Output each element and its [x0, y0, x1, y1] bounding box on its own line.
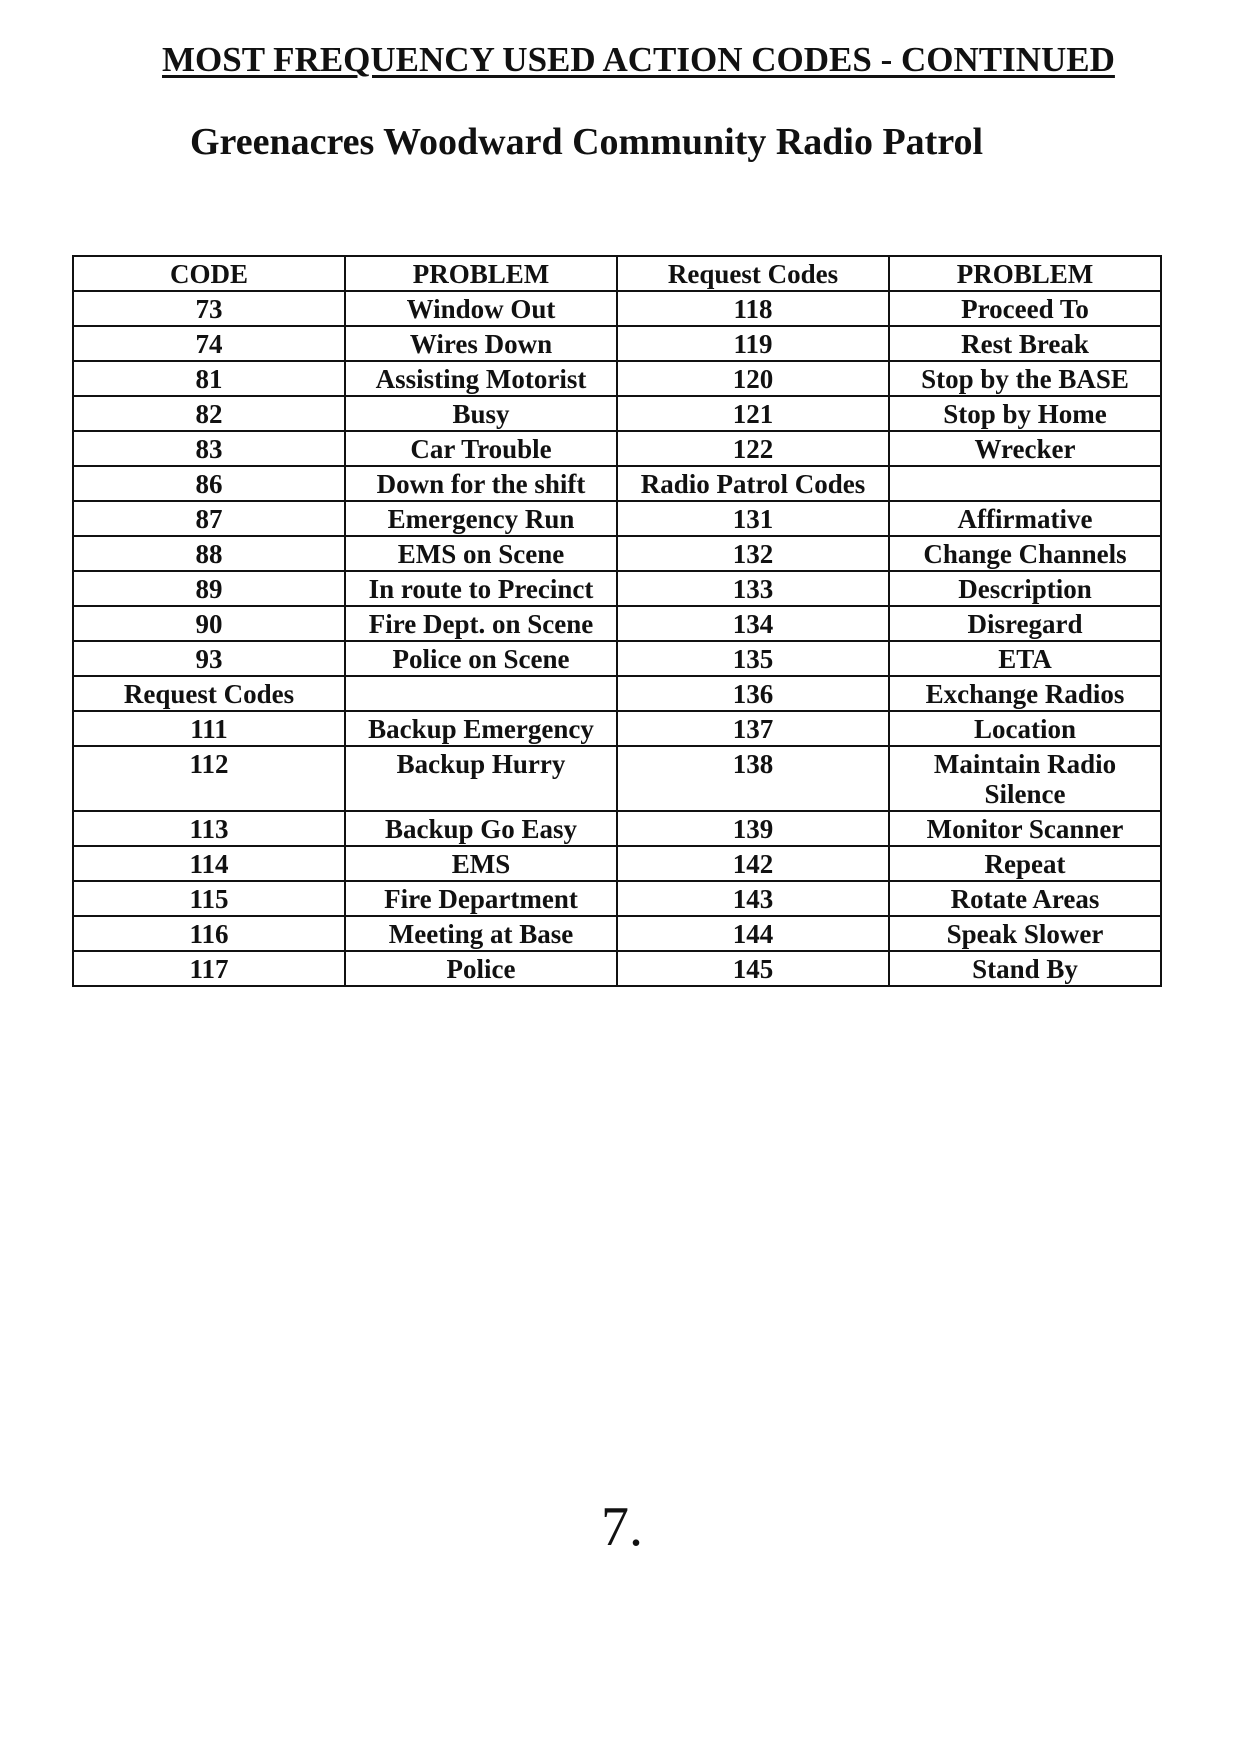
table-cell: 111: [73, 711, 345, 746]
table-row: [73, 326, 1161, 361]
table-row: [73, 951, 1161, 986]
table-cell: 143: [617, 881, 889, 916]
table-cell: 131: [617, 501, 889, 536]
table-row: [73, 606, 1161, 641]
table-cell: Assisting Motorist: [345, 361, 617, 396]
table-cell: Rotate Areas: [889, 881, 1161, 916]
table-cell: [889, 466, 1161, 501]
table-cell: Fire Dept. on Scene: [345, 606, 617, 641]
table-row: [73, 536, 1161, 571]
table-cell: Backup Hurry: [345, 746, 617, 811]
table-cell: 122: [617, 431, 889, 466]
table-cell: Rest Break: [889, 326, 1161, 361]
table-cell: 113: [73, 811, 345, 846]
table-row: [73, 746, 1161, 811]
table-row: [73, 431, 1161, 466]
table-cell: 86: [73, 466, 345, 501]
table-cell: Location: [889, 711, 1161, 746]
table-cell: Backup Emergency: [345, 711, 617, 746]
table-cell: 115: [73, 881, 345, 916]
table-row: [73, 396, 1161, 431]
table-cell: 136: [617, 676, 889, 711]
table-cell: 144: [617, 916, 889, 951]
table-cell: 137: [617, 711, 889, 746]
table-cell: Repeat: [889, 846, 1161, 881]
table-cell: 116: [73, 916, 345, 951]
table-row: [73, 676, 1161, 711]
document-subtitle: Greenacres Woodward Community Radio Patrol: [190, 121, 984, 163]
table-cell: Monitor Scanner: [889, 811, 1161, 846]
table-cell: 133: [617, 571, 889, 606]
table-cell: Disregard: [889, 606, 1161, 641]
table-cell: Speak Slower: [889, 916, 1161, 951]
table-cell: Affirmative: [889, 501, 1161, 536]
table-cell: 132: [617, 536, 889, 571]
table-cell: 114: [73, 846, 345, 881]
table-cell: Maintain Radio Silence: [889, 746, 1161, 811]
table-cell: Stop by Home: [889, 396, 1161, 431]
table-cell: Busy: [345, 396, 617, 431]
table-cell: Exchange Radios: [889, 676, 1161, 711]
table-cell: Stand By: [889, 951, 1161, 986]
table-cell: 90: [73, 606, 345, 641]
table-cell: 73: [73, 291, 345, 326]
header-problem-2: PROBLEM: [889, 256, 1161, 291]
table-row: [73, 641, 1161, 676]
table-cell: Backup Go Easy: [345, 811, 617, 846]
table-cell: 120: [617, 361, 889, 396]
table-cell: 112: [73, 746, 345, 811]
page-number: 7.: [601, 1496, 643, 1558]
table-row: [73, 811, 1161, 846]
header-request-codes: Request Codes: [617, 256, 889, 291]
table-cell: 88: [73, 536, 345, 571]
header-code: CODE: [73, 256, 345, 291]
table-row: [73, 846, 1161, 881]
table-row: [73, 571, 1161, 606]
table-cell: Wires Down: [345, 326, 617, 361]
table-cell: 83: [73, 431, 345, 466]
table-cell: 87: [73, 501, 345, 536]
table-cell: 82: [73, 396, 345, 431]
document-heading: MOST FREQUENCY USED ACTION CODES - CONTINUED: [162, 40, 1115, 79]
table-cell: 119: [617, 326, 889, 361]
table-cell: 139: [617, 811, 889, 846]
table-cell: Emergency Run: [345, 501, 617, 536]
table-cell: Car Trouble: [345, 431, 617, 466]
table-row: [73, 501, 1161, 536]
table-cell: 117: [73, 951, 345, 986]
table-cell: 93: [73, 641, 345, 676]
table-cell: Proceed To: [889, 291, 1161, 326]
table-cell: Change Channels: [889, 536, 1161, 571]
table-cell: Stop by the BASE: [889, 361, 1161, 396]
table-row: [73, 881, 1161, 916]
table-cell: 121: [617, 396, 889, 431]
table-cell: 74: [73, 326, 345, 361]
table-cell: EMS on Scene: [345, 536, 617, 571]
table-cell: ETA: [889, 641, 1161, 676]
table-row: [73, 711, 1161, 746]
table-cell: Police on Scene: [345, 641, 617, 676]
table-cell: EMS: [345, 846, 617, 881]
table-header-row: [73, 256, 1161, 291]
table-cell: In route to Precinct: [345, 571, 617, 606]
table-cell: [345, 676, 617, 711]
table-cell: Description: [889, 571, 1161, 606]
table-cell: Down for the shift: [345, 466, 617, 501]
action-codes-table: [72, 255, 1162, 987]
table-cell: 135: [617, 641, 889, 676]
table-cell: 134: [617, 606, 889, 641]
table-cell: 89: [73, 571, 345, 606]
header-problem: PROBLEM: [345, 256, 617, 291]
table-cell: Window Out: [345, 291, 617, 326]
table-cell: Fire Department: [345, 881, 617, 916]
table-row: [73, 916, 1161, 951]
table-cell: 142: [617, 846, 889, 881]
table-row: [73, 361, 1161, 396]
table-row: [73, 466, 1161, 501]
table-cell: 81: [73, 361, 345, 396]
table-cell: Radio Patrol Codes: [617, 466, 889, 501]
table-cell: Meeting at Base: [345, 916, 617, 951]
table-cell: 138: [617, 746, 889, 811]
table-cell: 145: [617, 951, 889, 986]
table-cell: Wrecker: [889, 431, 1161, 466]
table-cell: Police: [345, 951, 617, 986]
table-cell: Request Codes: [73, 676, 345, 711]
table-row: [73, 291, 1161, 326]
table-cell: 118: [617, 291, 889, 326]
